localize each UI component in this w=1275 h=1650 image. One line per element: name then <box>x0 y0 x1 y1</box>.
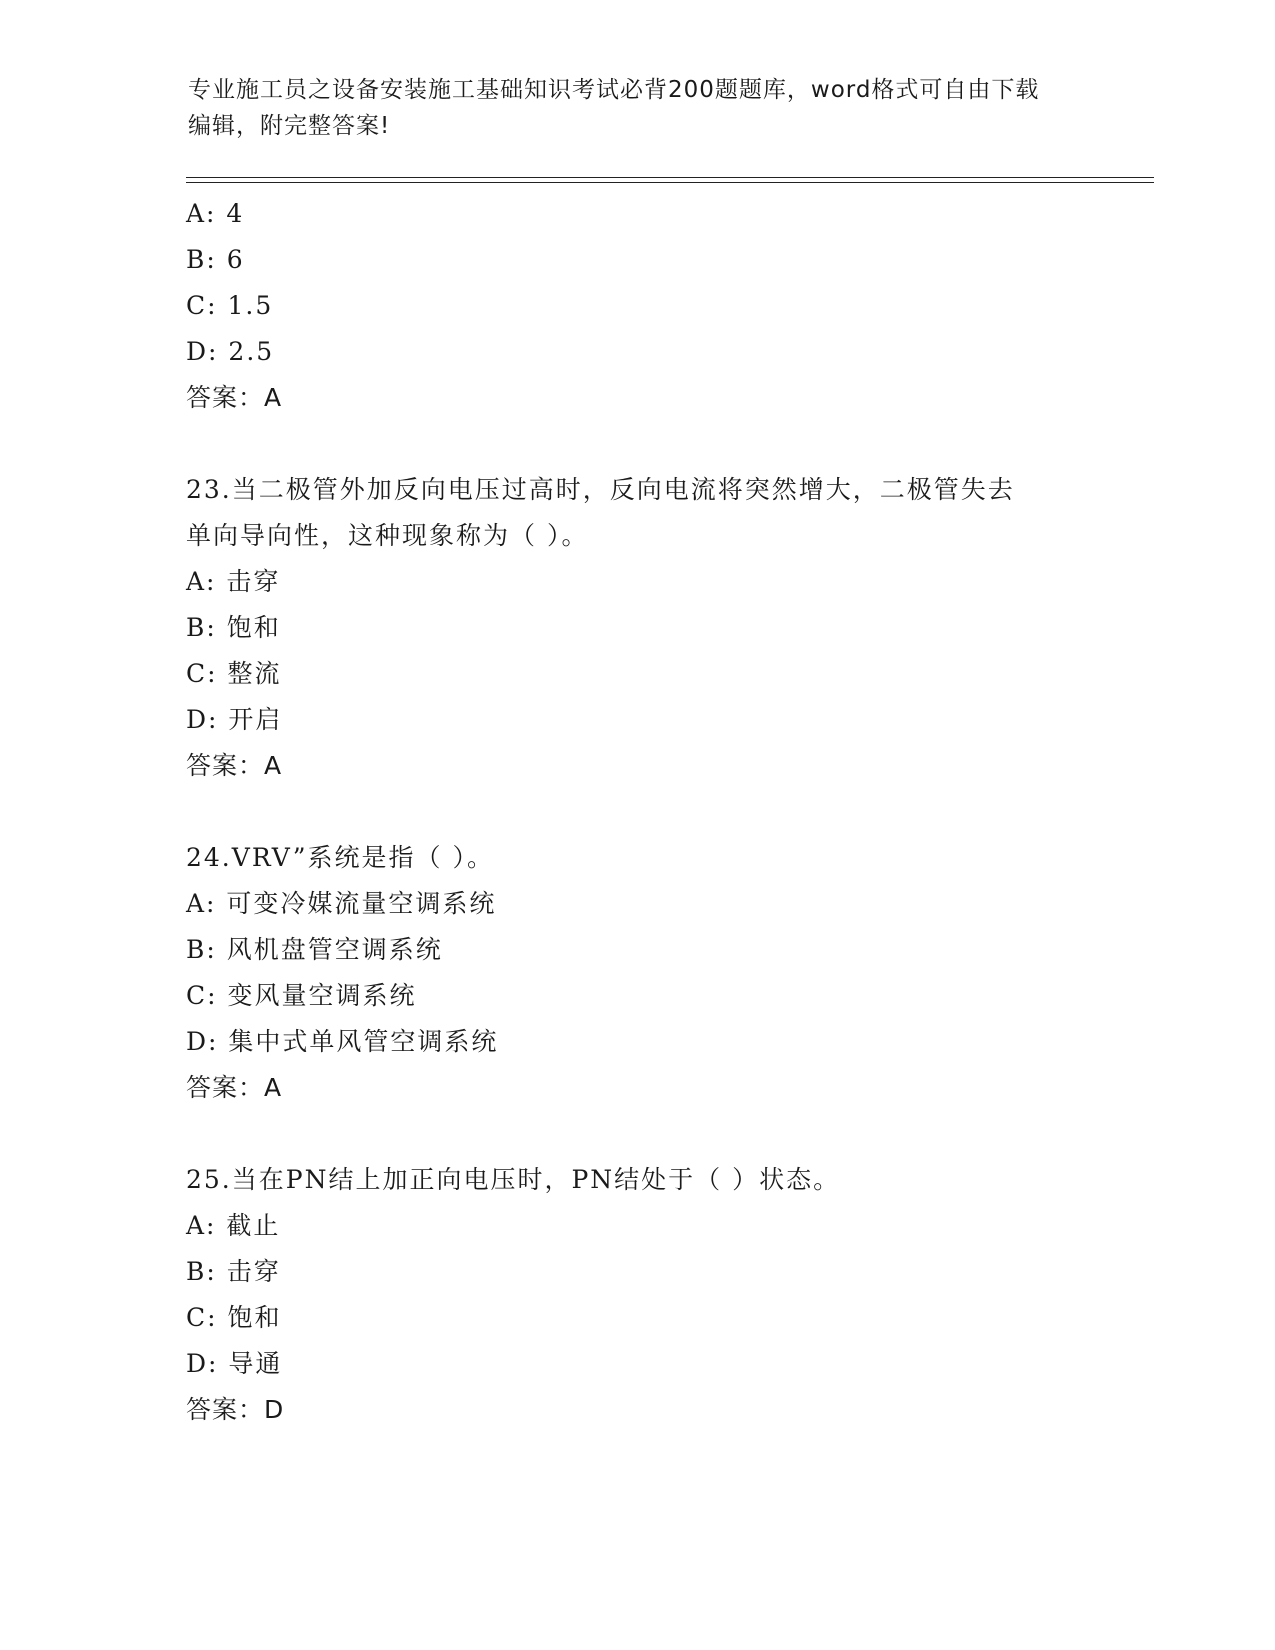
option-a: A: 4 <box>186 199 245 228</box>
option-d: D: 导通 <box>186 1349 283 1378</box>
option-b: B: 6 <box>186 245 245 274</box>
option-a: A: 可变冷媒流量空调系统 <box>186 889 497 918</box>
option-a: A: 截止 <box>186 1211 281 1240</box>
option-c: C: 整流 <box>186 659 282 688</box>
header-line-2: 编辑，附完整答案! <box>188 113 391 139</box>
question-23 <box>186 467 1086 789</box>
question-stem-line-2: 单向导向性，这种现象称为（ ）。 <box>186 521 589 550</box>
header-divider-bottom <box>186 182 1154 183</box>
option-b: B: 风机盘管空调系统 <box>186 935 443 964</box>
option-d: D: 集中式单风管空调系统 <box>186 1027 499 1056</box>
answer-line: 答案：A <box>186 751 283 780</box>
option-d: D: 2.5 <box>186 337 275 366</box>
option-b: B: 饱和 <box>186 613 281 642</box>
option-c: C: 变风量空调系统 <box>186 981 417 1010</box>
question-25 <box>186 1157 1086 1433</box>
answer-line: 答案：D <box>186 1395 285 1424</box>
option-d: D: 开启 <box>186 705 283 734</box>
answer-line: 答案：A <box>186 1073 283 1102</box>
question-stem-line-1: 25.当在PN结上加正向电压时，PN结处于（ ）状态。 <box>186 1165 841 1194</box>
option-a: A: 击穿 <box>186 567 281 596</box>
question-stem-line-1: 23.当二极管外加反向电压过高时，反向电流将突然增大，二极管失去 <box>186 475 1015 504</box>
question-stem-line-1: 24.VRV”系统是指（ ）。 <box>186 843 494 872</box>
answer-line: 答案：A <box>186 383 283 412</box>
question-24 <box>186 835 1086 1111</box>
option-b: B: 击穿 <box>186 1257 281 1286</box>
option-c: C: 饱和 <box>186 1303 282 1332</box>
header-line-1: 专业施工员之设备安装施工基础知识考试必背200题题库，word格式可自由下载 <box>188 77 1040 103</box>
header-divider-top <box>186 177 1154 178</box>
spacer <box>186 1111 1086 1157</box>
spacer <box>186 421 1086 467</box>
question-list <box>186 191 1086 1433</box>
document-header <box>188 72 1088 144</box>
question-22 <box>186 191 1086 421</box>
option-c: C: 1.5 <box>186 291 274 320</box>
spacer <box>186 789 1086 835</box>
